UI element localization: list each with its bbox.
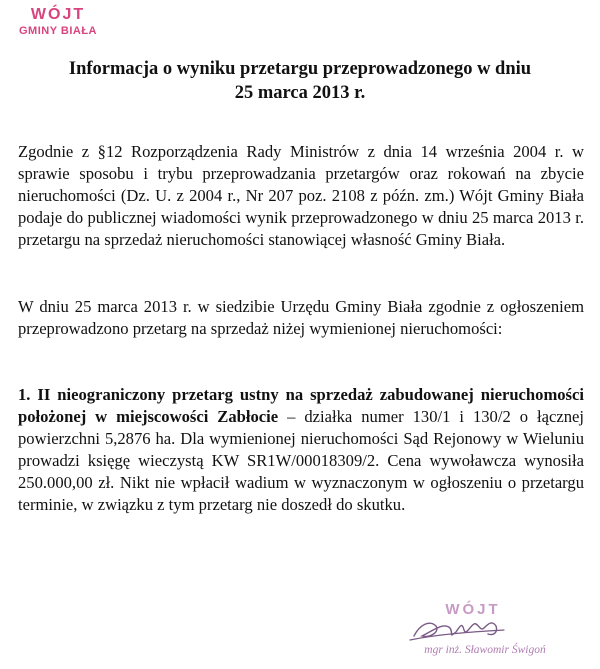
handwritten-signature — [400, 606, 520, 646]
paragraph-legal-basis: Zgodnie z §12 Rozporządzenia Rady Ministrów z dnia 14 września 2004 r. w sprawie sposobu i trybu przeprowadzania przetargów oraz rokowań na zbycie nieruchomości (Dz. U. z 2004 r., Nr 207 poz. 2108 z późn. zm.) Wójt Gminy Biała podaje do publicznej wiadomości wynik przeprowadzonego w dniu 25 marca 2013 r. przetargu na sprzedaż nieruchomości stanowiącej własność Gminy Biała. — [18, 142, 584, 249]
document-title — [20, 57, 580, 105]
title-line-1: Informacja o wyniku przetargu przeprowadzonego w dniu — [68, 59, 532, 79]
paragraph-property — [18, 384, 584, 516]
signature-stamp: WÓJT — [445, 601, 501, 618]
property-details: – działka numer 130/1 i 130/2 o łącznej powierzchni 5,2876 ha. Dla wymienionej nieruchomości Sąd Rejonowy w Wieluniu prowadzi księgę wieczystą KW SR1W/00018309/2. Cena wywoławcza wynosiła 250.000,00 zł. Nikt nie wpłacił wadium w wyznaczonym w ogłoszeniu o przetargu terminie, w związku z tym przetarg nie doszedł do skutku. — [18, 407, 584, 514]
paragraph-tender-info: W dniu 25 marca 2013 r. w siedzibie Urzędu Gminy Biała zgodnie z ogłoszeniem przeprowadzono przetarg na sprzedaż niżej wymienionej nieruchomości: — [18, 297, 584, 338]
property-heading: 1. II nieograniczony przetarg ustny na sprzedaż zabudowanej nieruchomości położonej w miejscowości Zabłocie — [18, 385, 584, 426]
signatory-name: mgr inż. Sławomir Świgoń — [424, 644, 546, 656]
office-stamp — [8, 6, 108, 38]
office-stamp-title: WÓJT — [30, 6, 86, 23]
title-line-2: 25 marca 2013 r. — [234, 83, 366, 103]
office-stamp-municipality: GMINY BIAŁA — [18, 25, 98, 37]
